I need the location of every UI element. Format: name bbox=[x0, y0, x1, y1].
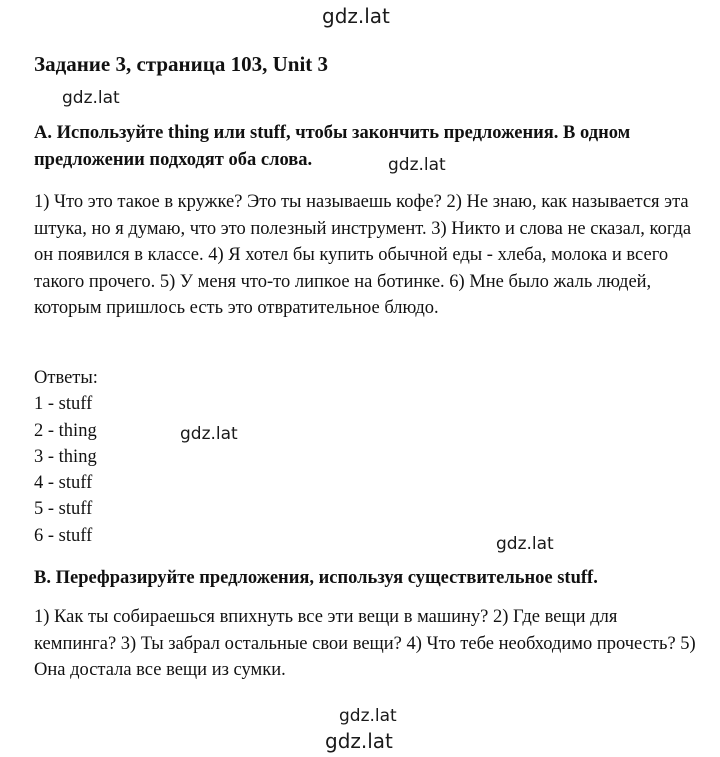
answer-item: 1 - stuff bbox=[34, 394, 93, 415]
section-a-text: 1) Что это такое в кружке? Это ты называешь кофе? 2) Не знаю, как называется эта штука, но я думаю, что это полезный инструмент. 3) Никто и слова не сказал, когда он появился в классе. 4) Я хотел бы купить обычной еды - хлеба, молока и всего такого прочего. 5) У меня что-то липкое на ботинке. 6) Мне было жаль людей, которым пришлось есть это отвратительное блюдо. bbox=[34, 192, 692, 318]
answer-item: 5 - stuff bbox=[34, 499, 93, 520]
section-b-text: 1) Как ты собираешься впихнуть все эти вещи в машину? 2) Где вещи для кемпинга? 3) Ты забрал остальные свои вещи? 4) Что тебе необходимо прочесть? 5) Она достала все вещи из сумки. bbox=[34, 607, 696, 680]
watermark: gdz.lat bbox=[62, 88, 120, 108]
watermark-bottom: gdz.lat bbox=[325, 729, 393, 753]
answer-item: 6 - stuff bbox=[34, 525, 93, 546]
answer-item: 3 - thing bbox=[34, 446, 97, 467]
watermark: gdz.lat bbox=[180, 424, 238, 444]
answer-item: 4 - stuff bbox=[34, 473, 93, 494]
answers-label: Ответы: bbox=[34, 368, 98, 388]
watermark: gdz.lat bbox=[339, 706, 397, 726]
section-a-heading: A. Используйте thing или stuff, чтобы закончить предложения. В одном предложении подходят оба слова. bbox=[34, 123, 631, 170]
watermark: gdz.lat bbox=[388, 155, 446, 175]
answer-item: 2 - thing bbox=[34, 420, 97, 441]
watermark-top: gdz.lat bbox=[322, 4, 390, 28]
watermark: gdz.lat bbox=[496, 534, 554, 554]
section-b-heading: B. Перефразируйте предложения, используя существительное stuff. bbox=[34, 568, 598, 588]
page-title: Задание 3, страница 103, Unit 3 bbox=[34, 52, 329, 76]
answers-list bbox=[34, 365, 98, 549]
